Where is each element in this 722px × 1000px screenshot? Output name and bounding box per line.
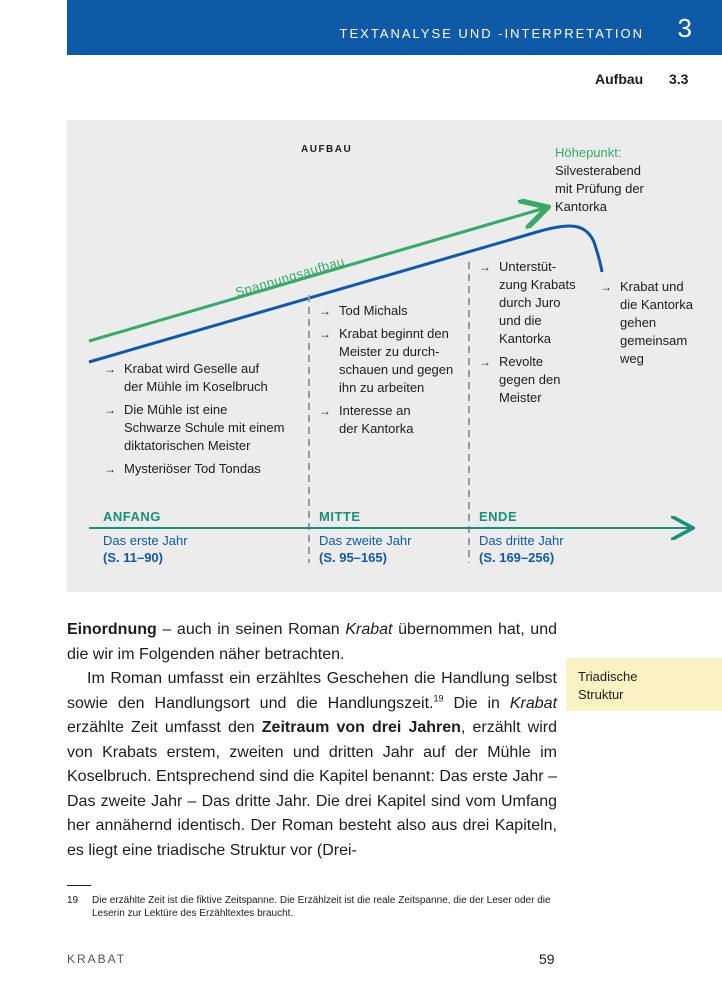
list-item: → Die Mühle ist eine Schwarze Schule mit einem diktatorischen Meister	[104, 402, 285, 453]
body-text	[67, 618, 557, 863]
highpoint-line: Silvesterabend	[555, 163, 641, 178]
phase-pages-anfang: (S. 11–90)	[103, 550, 163, 565]
arrow-right-icon: →	[104, 462, 116, 476]
list-item: → Krabat beginnt den Meister zu durch- schauen und gegen ihn zu arbeiten	[319, 326, 454, 395]
list-item: → Krabat wird Geselle auf der Mühle im Koselbruch	[104, 361, 268, 394]
list-item: → Tod Michals	[319, 303, 408, 318]
highpoint-label: Höhepunkt:	[555, 145, 622, 160]
arrow-right-icon: →	[104, 403, 116, 417]
highpoint-line: Kantorka	[555, 199, 608, 214]
arrow-right-icon: →	[104, 362, 116, 376]
ende-bullets	[479, 258, 589, 412]
phase-pages-ende: (S. 169–256)	[479, 550, 555, 565]
footnote-number: 19	[67, 895, 79, 906]
highpoint-line: mit Prüfung der	[555, 181, 644, 196]
section-number: 3.3	[669, 71, 689, 87]
arrow-right-icon: →	[319, 304, 331, 318]
page-number: 59	[539, 951, 555, 967]
chapter-number: 3	[677, 13, 692, 43]
arrow-right-icon: →	[479, 260, 491, 274]
chapter-title: TEXTANALYSE UND -INTERPRETATION	[339, 26, 644, 41]
list-item: → Mysteriöser Tod Tondas	[104, 461, 261, 476]
anfang-bullets	[104, 360, 309, 483]
phase-name-anfang: ANFANG	[103, 509, 161, 524]
list-item: → Interesse an der Kantorka	[319, 403, 414, 436]
phase-name-mitte: MITTE	[319, 509, 361, 524]
arrow-right-icon: →	[479, 355, 491, 369]
paragraph: Einordnung – auch in seinen Roman Krabat übernommen hat, und die wir im Folgenden näher betrachten.	[67, 621, 557, 663]
footer-book-title: KRABAT	[67, 952, 127, 966]
diagram-title: AUFBAU	[301, 144, 353, 155]
mitte-bullets	[319, 302, 469, 443]
footnote	[67, 894, 559, 920]
phase-year-ende: Das dritte Jahr	[479, 533, 564, 548]
footnote-text: Die erzählte Zeit ist die fiktive Zeitspanne. Die Erzählzeit ist die reale Zeitspanne, die der Leser oder die Leserin zur Lektüre des Erzähltextes braucht.	[92, 895, 551, 919]
phase-year-anfang: Das erste Jahr	[103, 533, 188, 548]
list-item: → Revolte gegen den Meister	[479, 354, 561, 405]
arrow-right-icon: →	[600, 280, 612, 294]
list-item: → Krabat und die Kantorka gehen gemeinsam weg	[600, 279, 693, 366]
paragraph: Im Roman umfasst ein erzähltes Geschehen die Handlung selbst sowie den Handlungsort und die Handlungszeit.$^{19}$ Die in Krabat erzählte Zeit umfasst den Zeitraum von drei Jahren, erzählt wird von Krabats erstem, zweiten und dritten Jahr auf der Mühle im Koselbruch. Entsprechend sind die Kapitel benannt: Das erste Jahr – Das zweite Jahr – Das dritte Jahr. Die drei Kapitel sind vom Umfang her annähernd identisch. Der Roman besteht also aus drei Kapiteln, es liegt eine triadische Struktur vor (Drei-	[67, 670, 558, 859]
highpoint-box	[555, 144, 705, 216]
phase-year-mitte: Das zweite Jahr	[319, 533, 412, 548]
margin-note-text: Triadische Struktur	[578, 669, 638, 702]
list-item: → Unterstüt- zung Krabats durch Juro und die Kantorka	[479, 259, 576, 346]
arrow-right-icon: →	[319, 404, 331, 418]
phase-name-ende: ENDE	[479, 509, 518, 524]
outcome-box	[600, 278, 715, 373]
footnote-divider	[67, 885, 91, 886]
tension-label: Spannungsaufbau	[233, 253, 347, 300]
section-title: Aufbau	[595, 71, 644, 87]
footnote-ref[interactable]: 19	[433, 693, 444, 704]
phase-pages-mitte: (S. 95–165)	[319, 550, 387, 565]
arrow-right-icon: →	[319, 327, 331, 341]
